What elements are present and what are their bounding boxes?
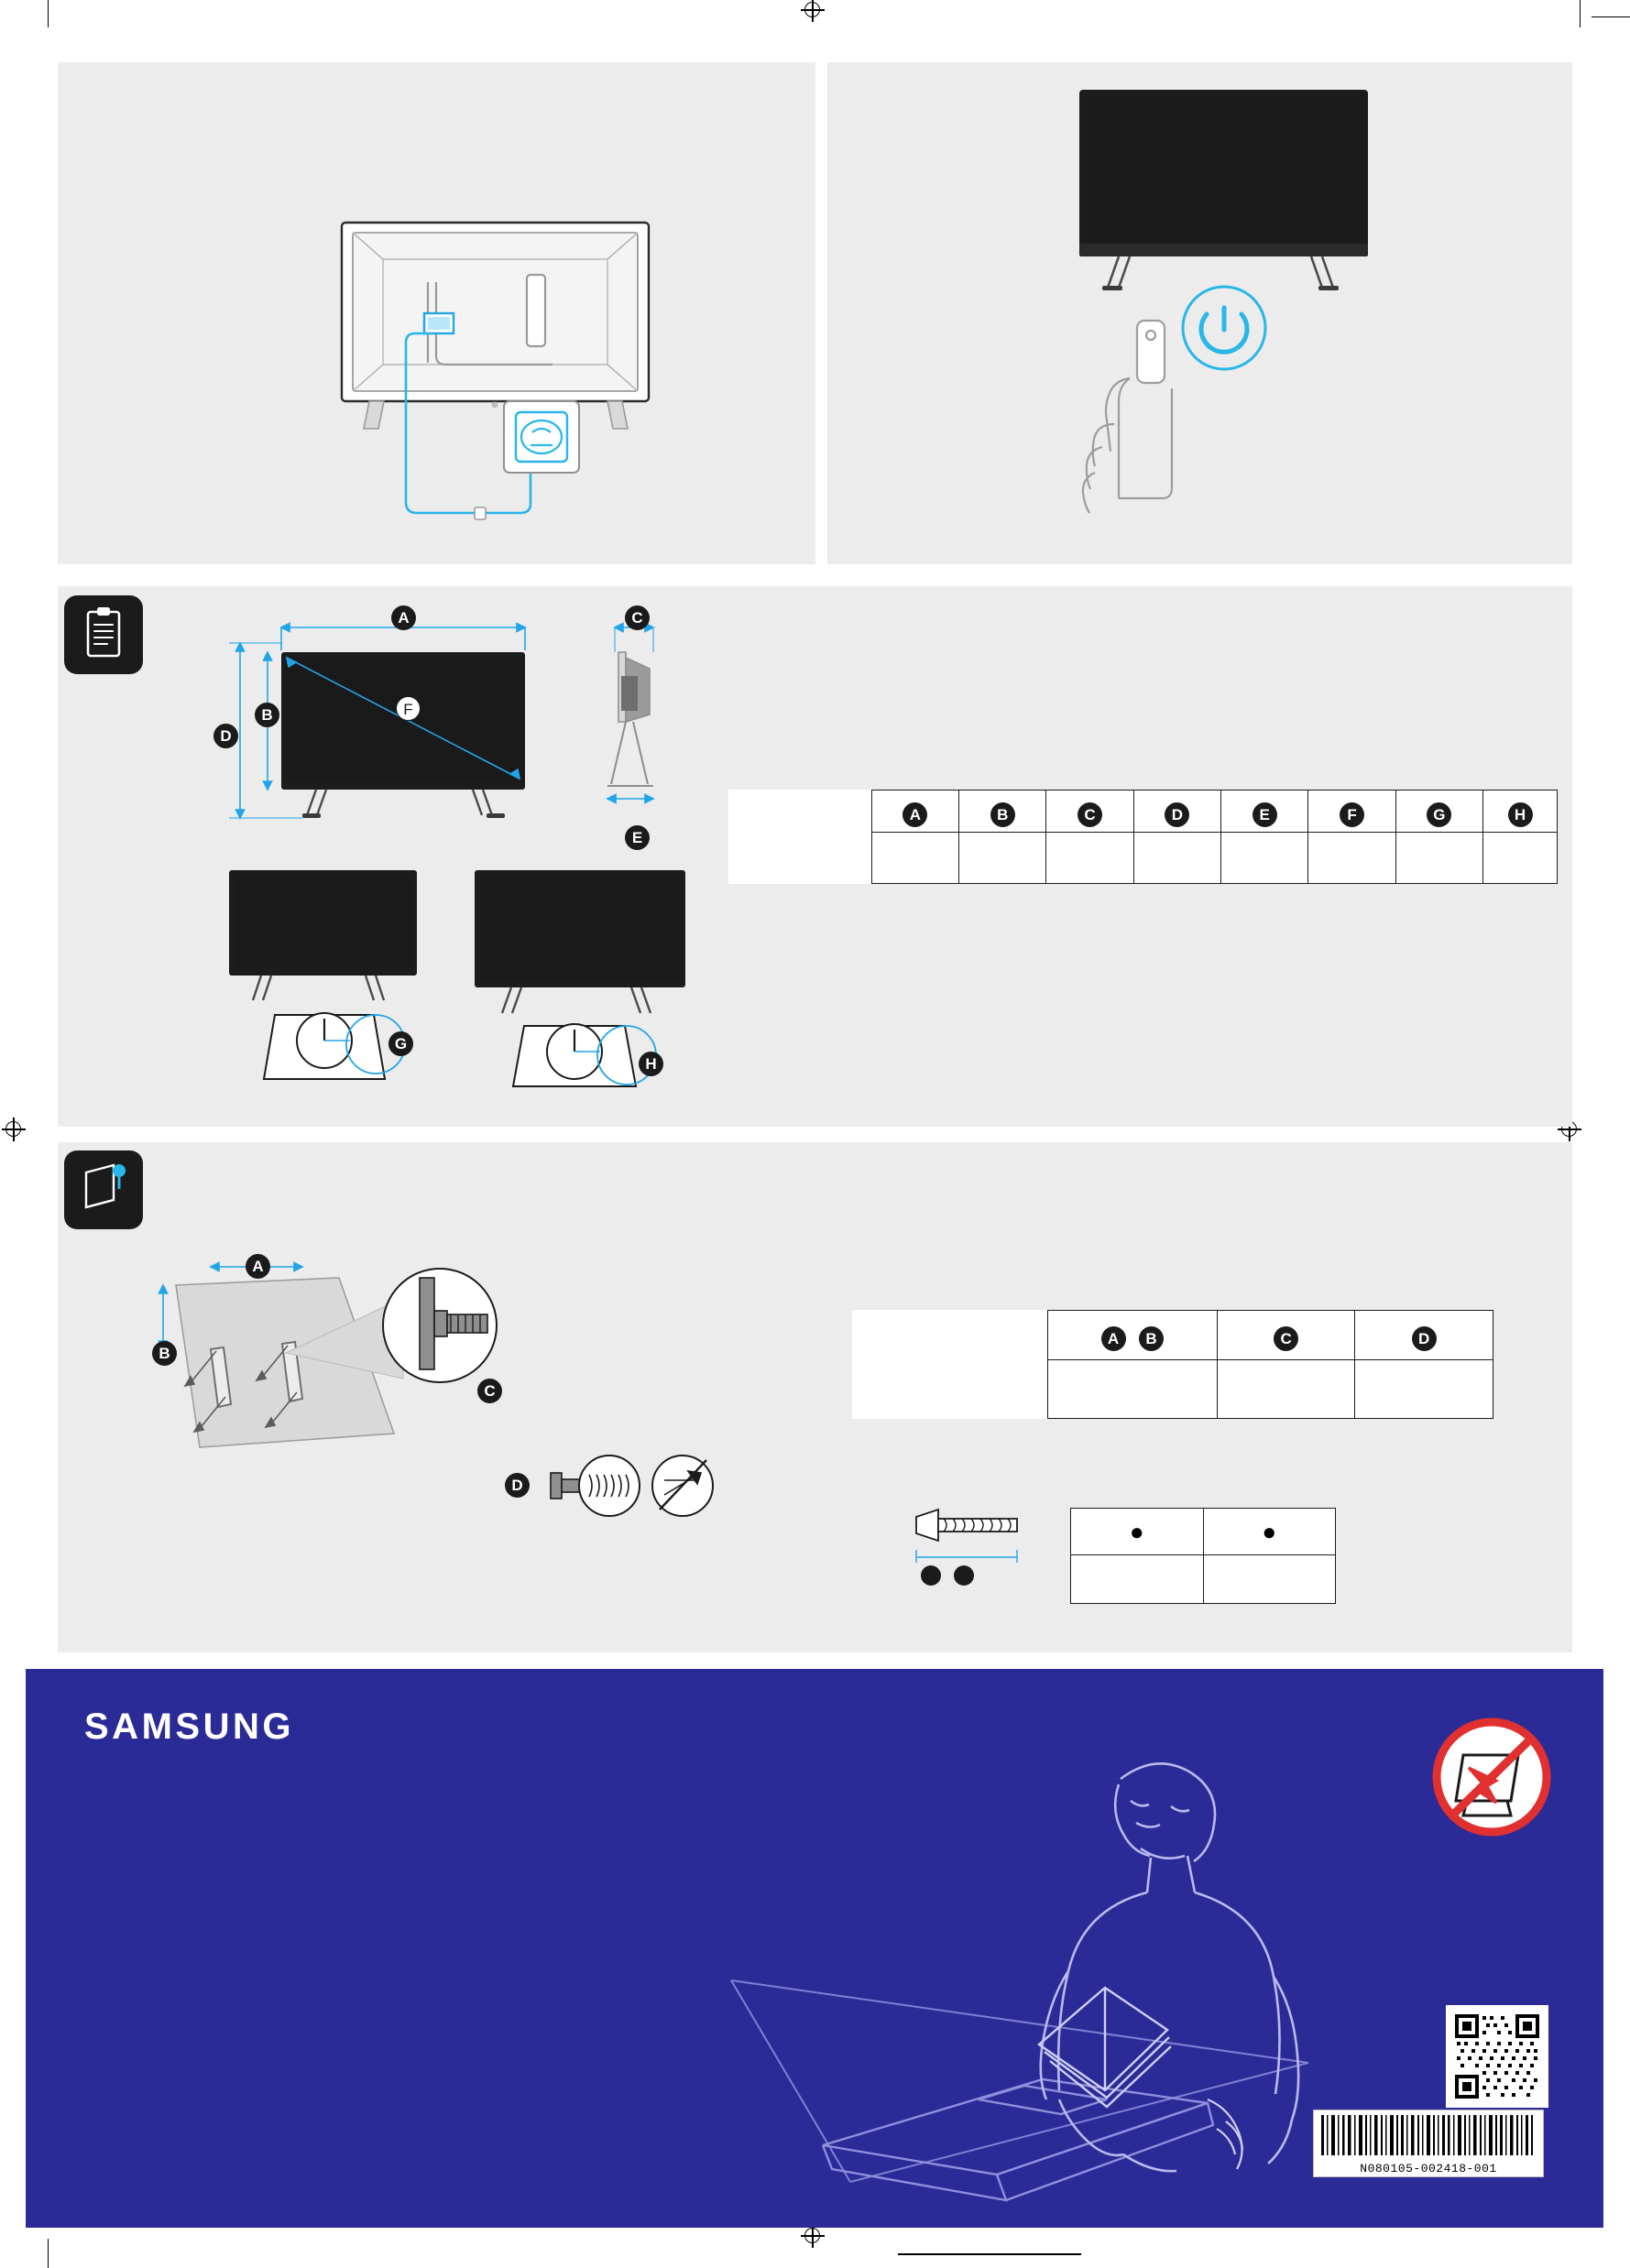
table-header-row — [852, 1311, 1493, 1360]
dimension-label-f: F — [396, 696, 421, 721]
wallmount-label-b: B — [152, 1341, 177, 1366]
power-on-illustration — [827, 62, 1572, 564]
screw-cell-1 — [1071, 1555, 1204, 1604]
weight-label-g: G — [388, 1031, 413, 1056]
tv-weight-g-diagram — [220, 861, 458, 1099]
barcode — [1313, 2110, 1544, 2177]
crop-mark-tl-v — [48, 0, 49, 27]
wall-mount-table — [852, 1310, 1493, 1419]
spec-cell-f — [1308, 833, 1395, 884]
clipboard-icon — [64, 595, 143, 674]
weight-label-h: H — [639, 1052, 663, 1076]
screw-col-2: ● — [1203, 1509, 1336, 1555]
screw-spec-table — [1070, 1508, 1336, 1604]
dimension-label-d: D — [213, 724, 238, 748]
do-not-lean-tv-icon — [1423, 1713, 1560, 1841]
panel-power-on — [827, 62, 1572, 564]
specifications-table — [728, 790, 1558, 884]
spec-col-g: G — [1427, 802, 1451, 827]
tv-weight-h-diagram — [458, 861, 706, 1099]
connect-power-illustration — [58, 62, 815, 564]
wallmount-label-d: D — [505, 1473, 530, 1498]
table-row — [728, 833, 1558, 884]
wm-row-label — [852, 1360, 1047, 1419]
wm-cell-d — [1355, 1360, 1493, 1419]
spec-cell-c — [1046, 833, 1133, 884]
panel-connect-power — [58, 62, 815, 564]
table-header-row — [728, 791, 1558, 833]
samsung-logo: SAMSUNG — [84, 1706, 294, 1747]
crop-mark-tr-h — [1592, 16, 1630, 17]
wm-col-d: D — [1412, 1326, 1437, 1351]
screw-col-1: ● — [1071, 1509, 1204, 1555]
screw-cell-2 — [1203, 1555, 1336, 1604]
spec-cell-a — [871, 833, 958, 884]
wm-col-a: A — [1101, 1326, 1126, 1351]
spec-col-a: A — [903, 802, 927, 827]
wm-col-c: C — [1274, 1326, 1298, 1351]
wall-mount-icon — [64, 1150, 143, 1229]
screw-length-diagram — [907, 1493, 1072, 1594]
crop-mark-bl-v — [48, 2239, 49, 2268]
barcode-number: N080105-002418-001 — [1360, 2162, 1497, 2175]
spec-row-label — [728, 833, 871, 884]
wm-cell-ab — [1047, 1360, 1217, 1419]
table-row — [1071, 1555, 1336, 1604]
crop-mark-b-h — [898, 2253, 1081, 2255]
wm-cell-c — [1217, 1360, 1355, 1419]
table-header-row — [1071, 1509, 1336, 1555]
spec-col-e: E — [1253, 802, 1277, 827]
spec-cell-b — [959, 833, 1046, 884]
crop-mark-tr-v — [1580, 0, 1581, 27]
table-row — [852, 1360, 1493, 1419]
tv-dimensions-side-diagram — [582, 605, 710, 834]
wm-col-b: B — [1139, 1326, 1164, 1351]
spec-cell-d — [1133, 833, 1220, 884]
dimension-label-e: E — [625, 825, 650, 850]
spec-cell-e — [1221, 833, 1308, 884]
dimension-label-b: B — [255, 703, 279, 727]
screw-type-diagram — [518, 1438, 802, 1539]
spec-col-b: B — [990, 802, 1015, 827]
wallmount-label-a: A — [246, 1254, 270, 1279]
dimension-label-a: A — [391, 605, 416, 630]
spec-col-h: H — [1508, 802, 1533, 827]
dimension-label-c: C — [625, 605, 650, 630]
wallmount-label-c: C — [477, 1379, 502, 1403]
spec-col-c: C — [1078, 802, 1102, 827]
registration-mark-top — [801, 0, 825, 22]
spec-cell-g — [1395, 833, 1482, 884]
spec-cell-h — [1483, 833, 1558, 884]
qr-code-icon — [1446, 2005, 1548, 2108]
spec-col-f: F — [1340, 802, 1364, 827]
registration-mark-left — [2, 1118, 26, 1141]
spec-col-d: D — [1165, 802, 1189, 827]
